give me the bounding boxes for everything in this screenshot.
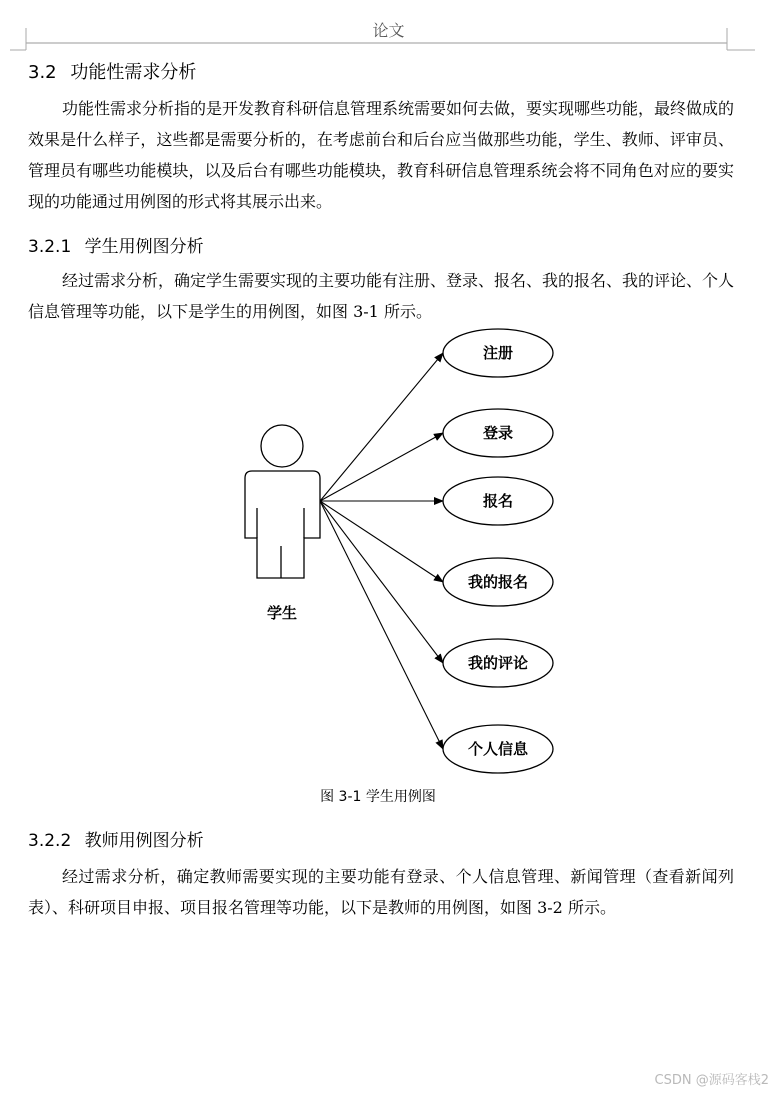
section-heading	[28, 58, 196, 84]
subsection-title: 学生用例图分析	[84, 237, 204, 257]
watermark: CSDN @源码客栈2	[654, 1073, 769, 1088]
actor-figure	[245, 425, 320, 578]
association-arrow	[320, 501, 443, 749]
use-case-label: 报名	[482, 492, 514, 510]
use-case-label: 登录	[482, 424, 514, 442]
association-arrow	[320, 353, 443, 501]
subsection-number: 3.2.1	[28, 237, 72, 257]
association-arrow	[320, 501, 443, 582]
use-case-label: 我的评论	[467, 654, 529, 672]
student-use-case-diagram	[0, 320, 777, 782]
subsection-paragraph-student-text: 经过需求分析，确定学生需要实现的主要功能有注册、登录、报名、我的报名、我的评论、个人信息管理等功能，以下是学生的用例图，如图 3-1 所示。	[28, 271, 735, 321]
subsection-heading-teacher	[28, 826, 204, 851]
section-number: 3.2	[28, 62, 57, 83]
section-paragraph-text: 功能性需求分析指的是开发教育科研信息管理系统需要如何去做，要实现哪些功能，最终做成的效果是什么样子，这些都是需要分析的，在考虑前台和后台应当做那些功能，学生、教师、评审员、管理员有哪些功能模块，以及后台有哪些功能模块，教育科研信息管理系统会将不同角色对应的要实现的功能通过用例图的形式将其展示出来。	[28, 99, 735, 211]
association-arrow	[320, 433, 443, 501]
subsection-paragraph-teacher	[28, 861, 734, 923]
use-case-label: 我的报名	[467, 573, 529, 591]
subsection-paragraph-teacher-text: 经过需求分析，确定教师需要实现的主要功能有登录、个人信息管理、新闻管理（查看新闻列表）、科研项目申报、项目报名管理等功能，以下是教师的用例图，如图 3-2 所示。	[28, 867, 734, 917]
association-arrows	[320, 353, 443, 749]
association-arrow	[320, 501, 443, 663]
page-header-title: 论文	[372, 21, 405, 40]
subsection-heading-student	[28, 232, 204, 257]
use-case-label: 个人信息	[467, 740, 529, 758]
subsection-number: 3.2.2	[28, 831, 72, 851]
section-title: 功能性需求分析	[70, 62, 197, 83]
subsection-paragraph-student	[28, 265, 734, 327]
actor-label: 学生	[266, 604, 298, 622]
subsection-title: 教师用例图分析	[84, 831, 204, 851]
section-paragraph	[28, 93, 734, 217]
figure-caption: 图 3-1 学生用例图	[320, 789, 436, 805]
use-case-label: 注册	[482, 344, 514, 362]
use-cases	[443, 329, 553, 773]
